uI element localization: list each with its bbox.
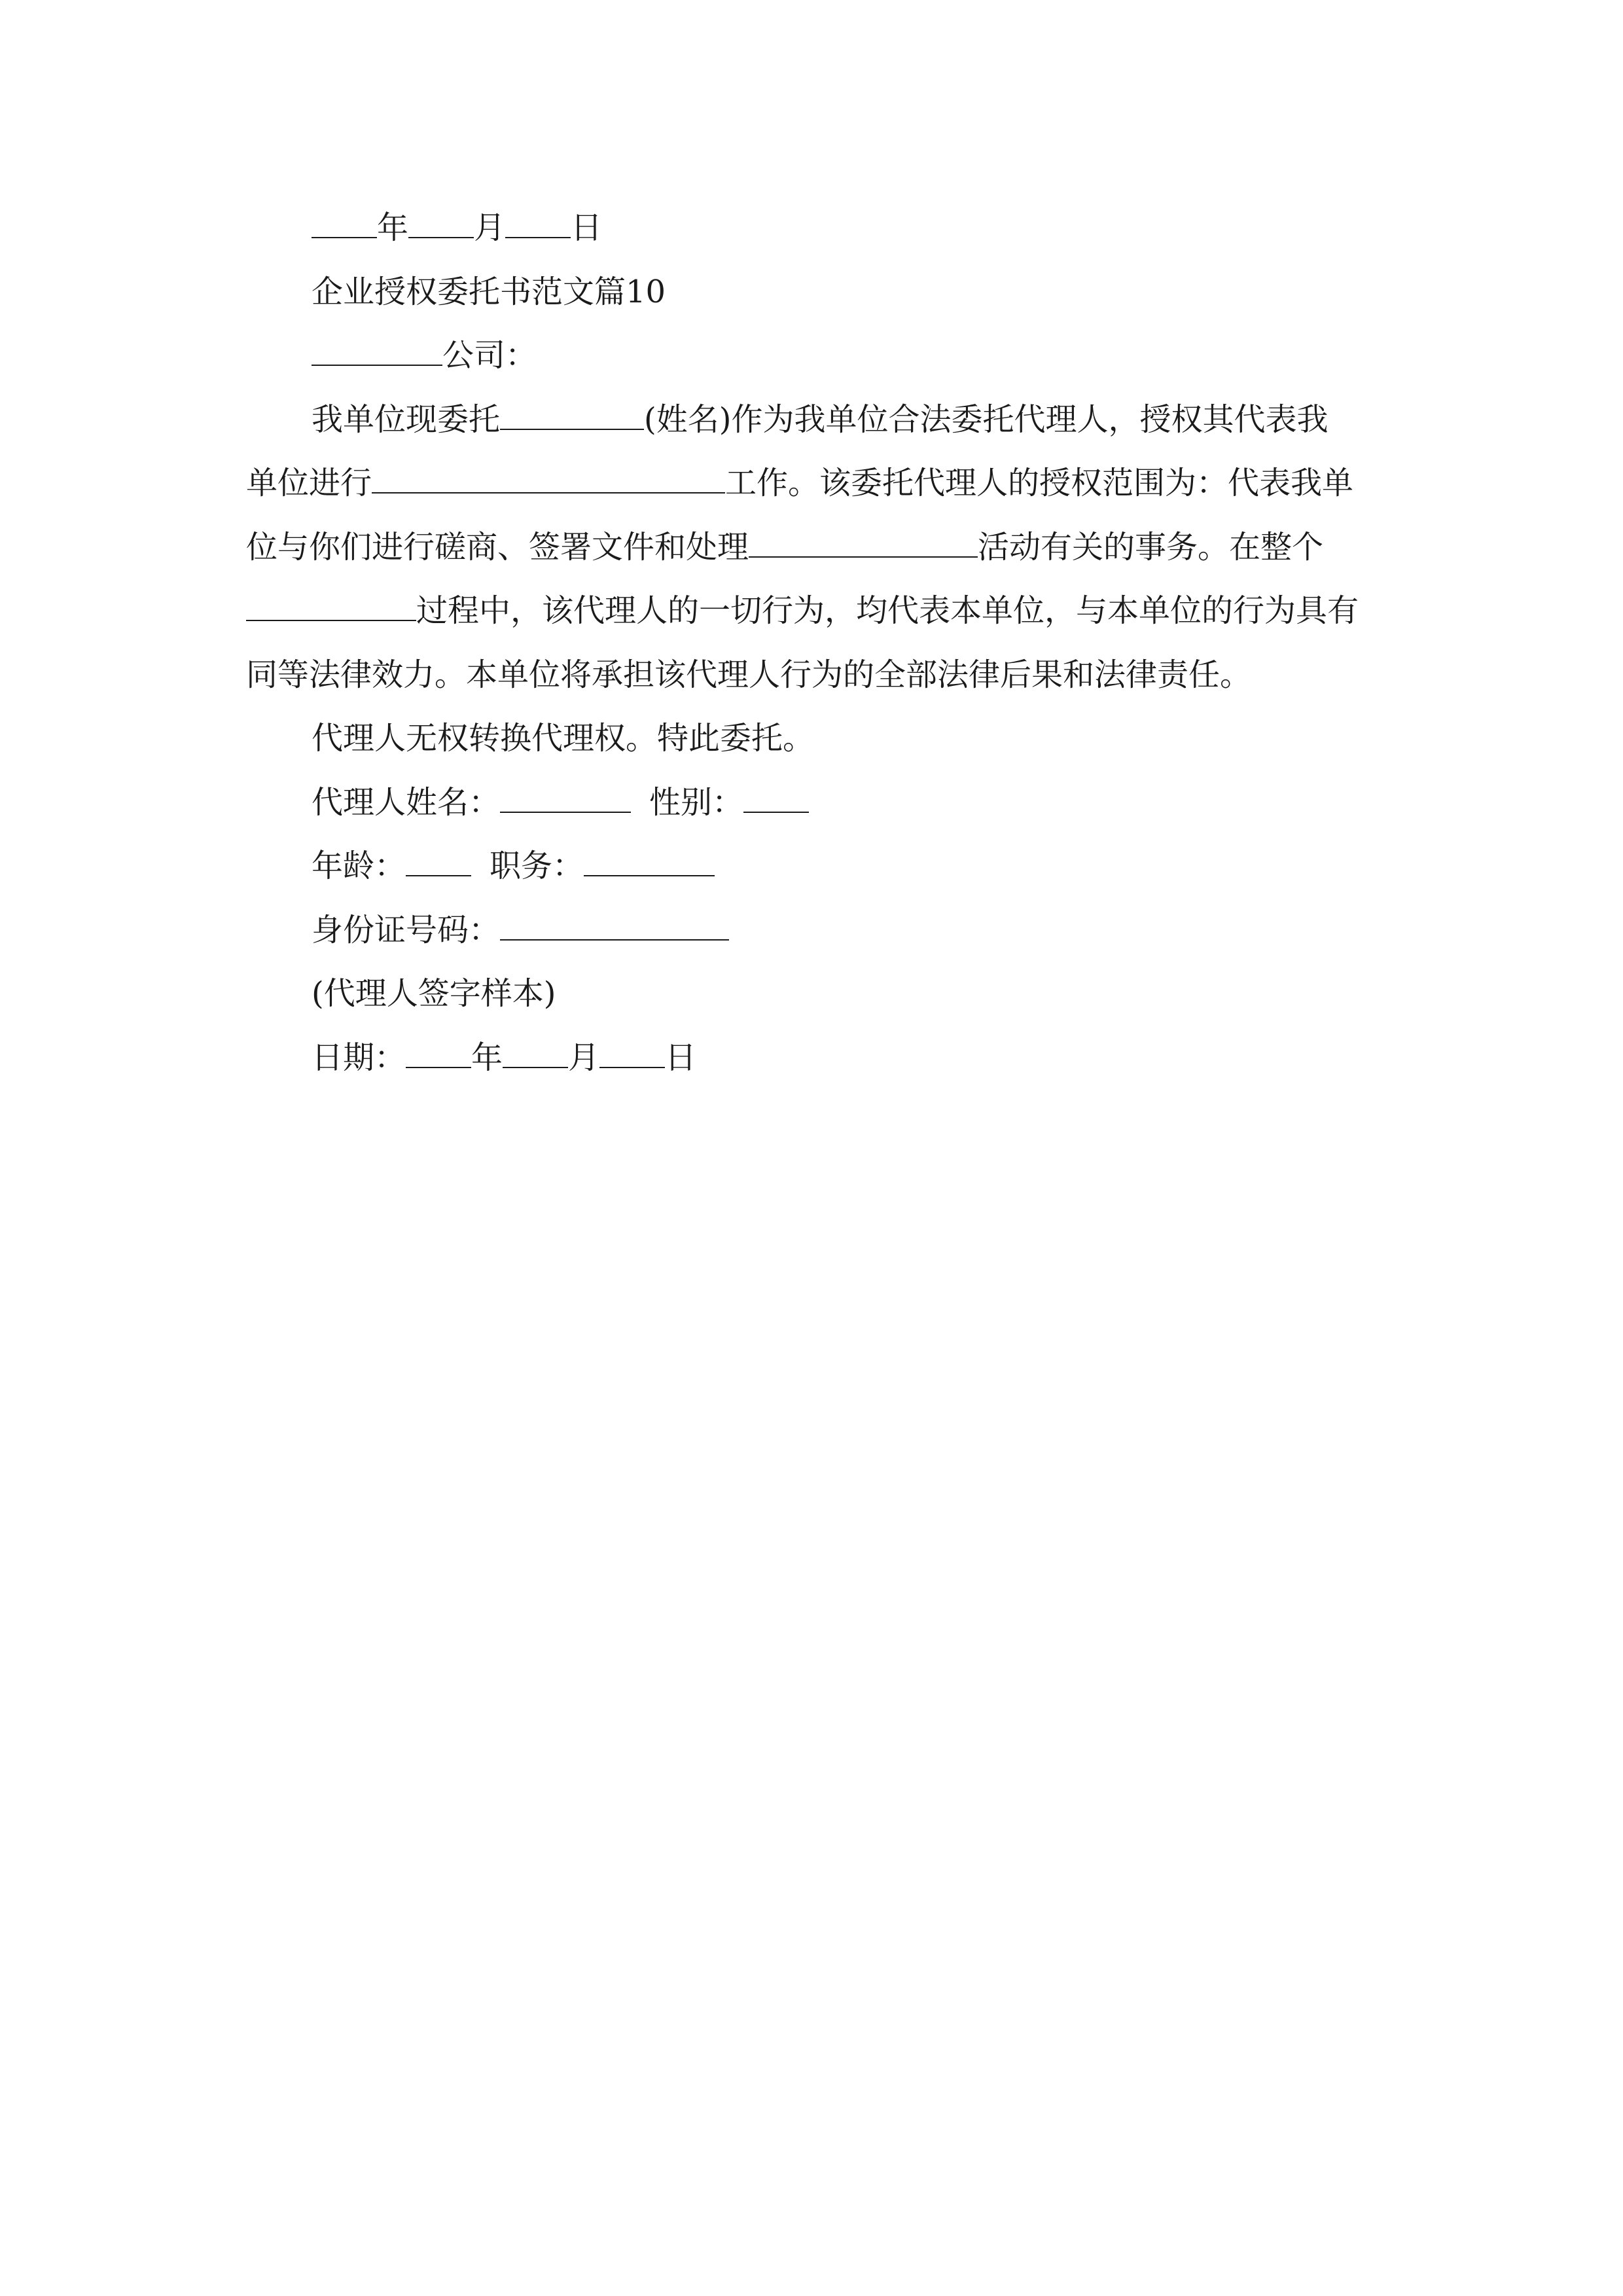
- day-label: 日: [571, 209, 603, 246]
- id-number-field: [500, 913, 729, 941]
- agent-name-label: 代理人姓名：: [312, 783, 501, 821]
- signing-month-blank: [503, 1041, 568, 1068]
- body-line-5: [246, 643, 1378, 708]
- signing-date-line: [246, 1026, 1378, 1090]
- addressee-line: [246, 324, 1378, 388]
- body-text: 工作。该委托代理人的授权范围为：代表我单: [725, 465, 1354, 501]
- addressee-suffix: 公司：: [442, 337, 537, 374]
- body-text: 我单位现委托: [312, 401, 501, 438]
- gender-field: [743, 785, 809, 813]
- process-blank: [246, 594, 416, 621]
- body-line-4: [246, 579, 1378, 643]
- signing-month-label: 月: [568, 1039, 600, 1076]
- body-text: 同等法律效力。本单位将承担该代理人行为的全部法律后果和法律责任。: [246, 656, 1252, 693]
- signing-day-label: 日: [665, 1039, 697, 1076]
- date-label: 日期：: [312, 1039, 406, 1076]
- body-paragraph-1: [246, 388, 1378, 708]
- year-label: 年: [377, 209, 409, 246]
- agent-name-field: [500, 785, 631, 813]
- agent-name-line: [246, 771, 1378, 835]
- body-text: 单位进行: [246, 465, 372, 501]
- signing-year-blank: [406, 1041, 471, 1068]
- body-line-1: [246, 388, 1378, 452]
- id-number-line: [246, 899, 1378, 963]
- signing-day-blank: [599, 1041, 665, 1068]
- signing-year-label: 年: [471, 1039, 503, 1076]
- gender-label: 性别：: [649, 783, 744, 821]
- agent-name-blank: [500, 403, 644, 430]
- signature-sample-label: (代理人签字样本): [312, 975, 556, 1012]
- title-text: 企业授权委托书范文篇10: [312, 273, 666, 310]
- body-paragraph-2: [246, 707, 1378, 771]
- body-line-3: [246, 516, 1378, 580]
- day-blank: [505, 211, 571, 238]
- year-blank: [312, 211, 377, 238]
- month-label: 月: [474, 209, 506, 246]
- activity-blank: [749, 530, 978, 558]
- age-label: 年龄：: [312, 848, 406, 884]
- position-field: [584, 849, 715, 876]
- work-blank: [372, 466, 725, 493]
- id-number-label: 身份证号码：: [312, 911, 501, 948]
- body-text: 过程中，该代理人的一切行为，均代表本单位，与本单位的行为具有: [416, 592, 1359, 629]
- body-text: 代理人无权转换代理权。特此委托。: [312, 720, 815, 757]
- letter-title: [246, 260, 1378, 325]
- body-text: (姓名)作为我单位合法委托代理人，授权其代表我: [644, 401, 1329, 438]
- month-blank: [408, 211, 474, 238]
- age-position-line: [246, 834, 1378, 899]
- position-label: 职务：: [490, 848, 584, 884]
- body-text: 活动有关的事务。在整个: [978, 528, 1324, 565]
- body-text: 位与你们进行磋商、签署文件和处理: [246, 528, 749, 565]
- letter-content: [246, 196, 1378, 1090]
- body-line-2: [246, 452, 1378, 516]
- signature-sample-line: [246, 962, 1378, 1026]
- date-line: [246, 196, 1378, 260]
- company-blank: [312, 338, 442, 366]
- age-field: [406, 849, 471, 876]
